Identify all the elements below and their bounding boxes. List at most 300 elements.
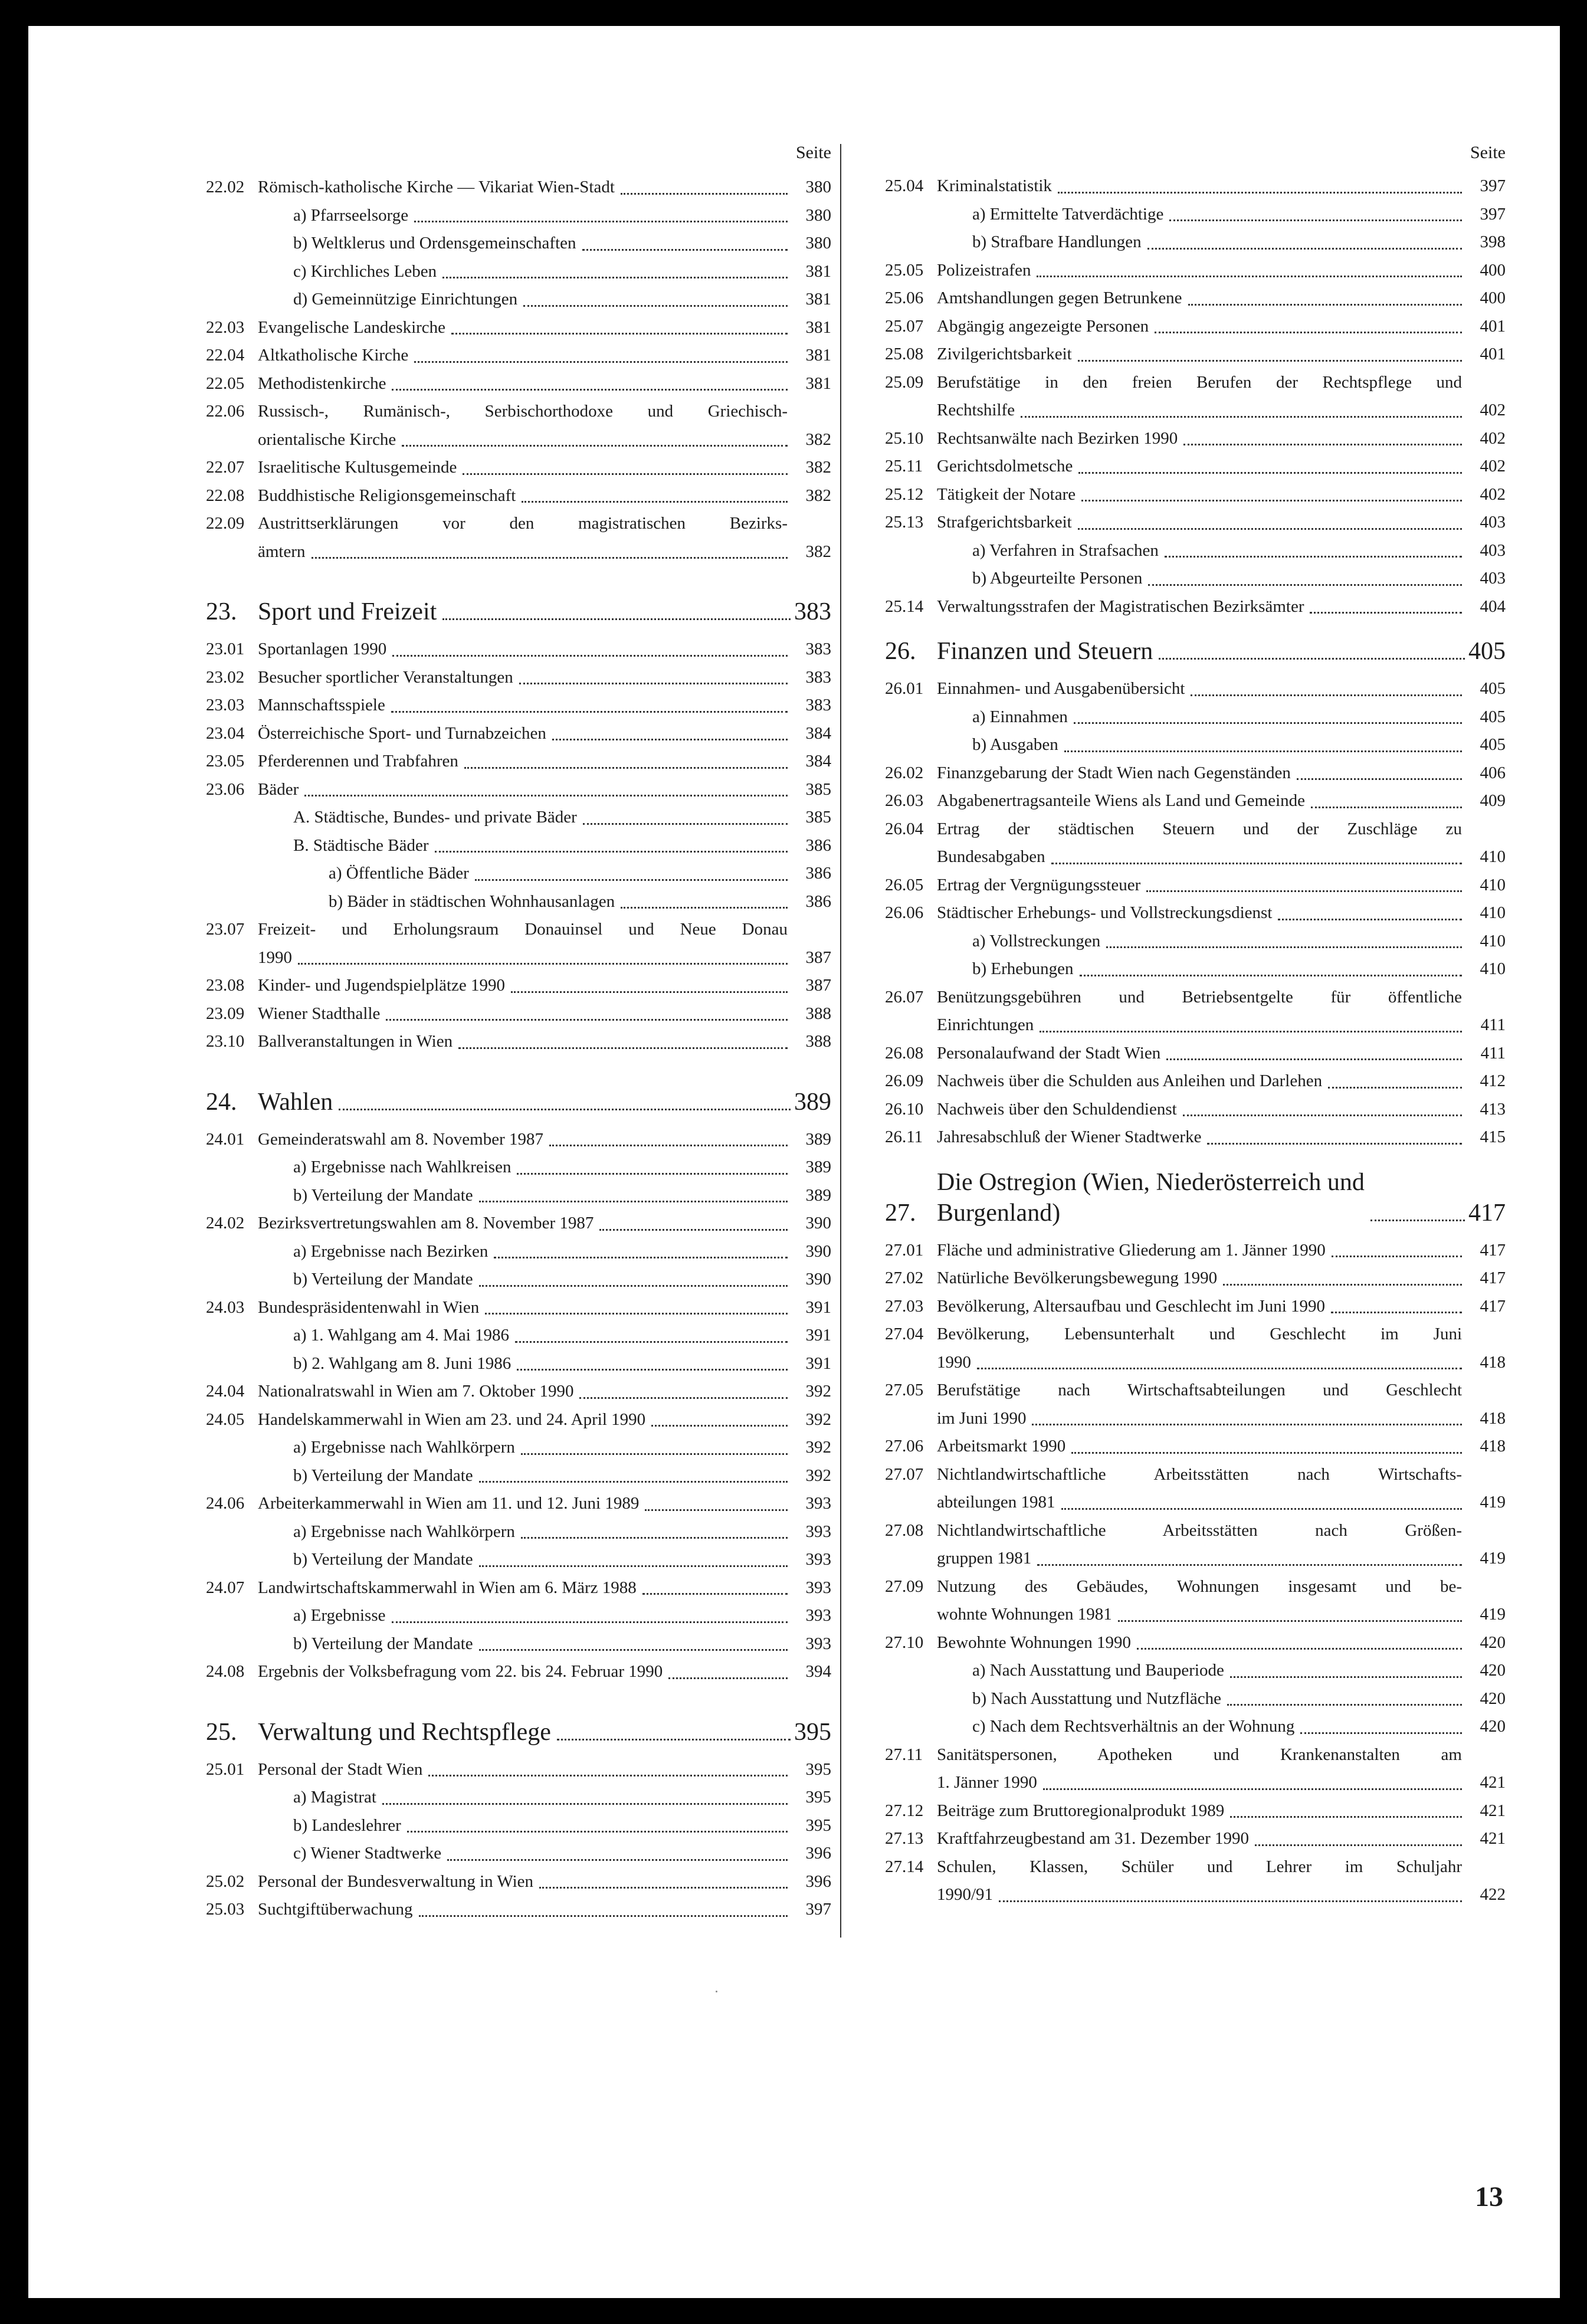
toc-entry[interactable] (885, 425, 1506, 453)
entry-number: 26.01 (885, 679, 924, 698)
entry-title: Bäder (258, 779, 299, 799)
entry-page-number: 381 (805, 373, 831, 393)
dot-leader (304, 795, 788, 796)
dot-leader (414, 361, 788, 363)
dot-leader (999, 1900, 1462, 1902)
dot-leader (479, 1481, 788, 1483)
toc-entry[interactable] (206, 1182, 831, 1210)
entry-title: d) Gemeinnützige Einrichtungen (293, 290, 518, 309)
toc-entry[interactable] (885, 815, 1506, 844)
toc-entry[interactable] (206, 1546, 831, 1574)
toc-entry[interactable] (206, 1784, 831, 1812)
toc-entry[interactable] (885, 1461, 1506, 1489)
dot-leader (1155, 332, 1462, 333)
dot-leader (1058, 192, 1462, 194)
entry-title: Israelitische Kultusgemeinde (258, 458, 457, 477)
entry-title: a) Ergebnisse nach Bezirken (293, 1241, 488, 1261)
toc-entry[interactable] (885, 284, 1506, 313)
toc-entry[interactable] (206, 1000, 831, 1028)
column-divider (840, 144, 841, 1938)
entry-title: Bewohnte Wohnungen 1990 (937, 1633, 1131, 1652)
entry-number: 26.05 (885, 875, 924, 894)
entry-title: a) Öffentliche Bäder (329, 864, 469, 883)
dot-leader (1078, 528, 1462, 530)
entry-page-number: 395 (805, 1788, 831, 1807)
toc-entry[interactable] (206, 426, 831, 454)
toc-entry[interactable] (206, 916, 831, 944)
dot-leader (402, 445, 788, 447)
toc-entry[interactable] (885, 1685, 1506, 1713)
dot-leader (599, 1229, 788, 1231)
entry-number: 25.07 (885, 316, 924, 336)
section-heading[interactable] (206, 596, 831, 631)
entry-number: 26.11 (885, 1127, 923, 1146)
entry-title: Kriminalstatistik (937, 176, 1052, 195)
entry-page-number: 410 (1480, 875, 1506, 894)
entry-number: 26.10 (885, 1099, 924, 1119)
entry-page-number: 411 (1480, 1043, 1506, 1063)
entry-page-number: 398 (1480, 232, 1506, 251)
entry-page-number: 391 (805, 1297, 831, 1317)
entry-number: 27.10 (885, 1633, 924, 1652)
entry-title: Gemeinderatswahl am 8. November 1987 (258, 1129, 543, 1149)
dot-leader (1040, 1031, 1462, 1032)
entry-title: Natürliche Bevölkerungsbewegung 1990 (937, 1268, 1218, 1287)
entry-page-number: 381 (805, 261, 831, 281)
toc-entry[interactable] (206, 1868, 831, 1896)
dot-leader (442, 277, 788, 278)
toc-entry[interactable] (206, 398, 831, 426)
entry-page-number: 402 (1480, 457, 1506, 476)
entry-title: Ertrag der städtischen Steuern und der Zuschläge zu (937, 819, 1462, 838)
dot-leader (1183, 1115, 1462, 1116)
toc-entry[interactable] (206, 1630, 831, 1658)
dot-leader (1032, 1424, 1462, 1425)
entry-page-number: 402 (1480, 401, 1506, 419)
entry-title: a) Nach Ausstattung und Bauperiode (972, 1661, 1224, 1680)
toc-entry[interactable] (206, 888, 831, 916)
toc-entry[interactable] (885, 1320, 1506, 1349)
section-heading[interactable] (206, 1087, 831, 1121)
toc-entry[interactable] (206, 1462, 831, 1490)
dot-leader (977, 1368, 1462, 1369)
dot-leader (539, 1887, 788, 1889)
toc-entry[interactable] (206, 482, 831, 510)
dot-leader (1118, 1620, 1462, 1622)
entry-number: 25.09 (885, 372, 924, 392)
toc-entry[interactable] (885, 1376, 1506, 1405)
section-heading[interactable] (885, 636, 1506, 670)
section-heading[interactable] (206, 1717, 831, 1751)
entry-number: 27.07 (885, 1464, 924, 1484)
toc-entry[interactable] (885, 843, 1506, 871)
toc-entry[interactable] (885, 1713, 1506, 1741)
entry-title: Personal der Stadt Wien (258, 1759, 423, 1779)
section-page-number: 417 (1468, 1199, 1506, 1227)
entry-page-number: 391 (805, 1353, 831, 1373)
toc-entry[interactable] (206, 1602, 831, 1630)
dot-leader (582, 249, 788, 251)
toc-entry[interactable] (885, 201, 1506, 229)
entry-page-number: 383 (805, 667, 831, 687)
entry-number: 26.02 (885, 763, 924, 782)
entry-title: Buddhistische Religionsgemeinschaft (258, 486, 516, 505)
dot-leader (1078, 472, 1462, 474)
toc-entry[interactable] (885, 1433, 1506, 1461)
entry-title: Verwaltungsstrafen der Magistratischen Bezirksämter (937, 596, 1304, 616)
toc-entry[interactable] (885, 1853, 1506, 1882)
toc-entry[interactable] (885, 731, 1506, 759)
toc-entry[interactable] (885, 1293, 1506, 1321)
entry-page-number: 417 (1480, 1268, 1506, 1287)
toc-entry[interactable] (885, 1517, 1506, 1545)
entry-number: 27.11 (885, 1745, 923, 1764)
entry-page-number: 390 (805, 1214, 831, 1233)
section-number: 27. (885, 1199, 916, 1227)
entry-page-number: 410 (1480, 931, 1506, 950)
entry-title: Nutzung des Gebäudes, Wohnungen insgesamt und be- (937, 1576, 1462, 1596)
entry-page-number: 413 (1480, 1099, 1506, 1119)
entry-title: Einnahmen- und Ausgabenübersicht (937, 679, 1185, 698)
section-page-number: 383 (794, 598, 831, 625)
entry-page-number: 409 (1480, 791, 1506, 810)
dot-leader (479, 1201, 788, 1202)
entry-page-number: 419 (1480, 1605, 1506, 1624)
entry-number: 22.09 (206, 514, 245, 533)
toc-entry[interactable] (885, 1405, 1506, 1433)
entry-title: Städtischer Erhebungs- und Vollstreckungsdienst (937, 903, 1273, 922)
dot-leader (451, 333, 788, 335)
entry-title: b) Erhebungen (972, 959, 1074, 978)
dot-leader (1037, 1564, 1462, 1566)
toc-entry[interactable] (206, 286, 831, 314)
toc-entry[interactable] (206, 258, 831, 286)
toc-entry[interactable] (206, 1209, 831, 1238)
toc-entry[interactable] (885, 1741, 1506, 1769)
dot-leader (1064, 750, 1462, 752)
section-number: 23. (206, 598, 237, 625)
entry-title: abteilungen 1981 (937, 1493, 1055, 1512)
entry-number: 23.02 (206, 667, 245, 687)
dot-leader (1051, 863, 1462, 864)
toc-entry[interactable] (206, 538, 831, 566)
dot-leader (579, 1397, 788, 1399)
toc-entry[interactable] (206, 230, 831, 258)
toc-entry[interactable] (885, 1264, 1506, 1293)
toc-entry[interactable] (206, 314, 831, 342)
toc-entry[interactable] (885, 396, 1506, 425)
toc-entry[interactable] (206, 202, 831, 230)
toc-entry[interactable] (206, 720, 831, 748)
dot-leader (1043, 1788, 1462, 1790)
dot-leader (1037, 276, 1462, 277)
toc-entry[interactable] (206, 691, 831, 720)
toc-entry[interactable] (885, 955, 1506, 984)
page-number: 13 (1475, 2181, 1503, 2212)
entry-title: B. Städtische Bäder (293, 835, 429, 855)
entry-page-number: 421 (1480, 1801, 1506, 1820)
entry-title: b) Bäder in städtischen Wohnhausanlagen (329, 891, 615, 911)
entry-page-number: 410 (1480, 847, 1506, 866)
entry-page-number: 386 (805, 835, 831, 855)
entry-title: A. Städtische, Bundes- und private Bäder (293, 808, 577, 827)
entry-page-number: 383 (805, 640, 831, 658)
toc-entry[interactable] (206, 1896, 831, 1924)
entry-title: b) Ausgaben (972, 735, 1058, 754)
entry-number: 24.05 (206, 1410, 245, 1429)
dot-leader (1370, 1220, 1465, 1221)
toc-entry[interactable] (885, 340, 1506, 369)
toc-entry[interactable] (885, 1573, 1506, 1601)
entry-number: 24.07 (206, 1578, 245, 1597)
dot-leader (1148, 584, 1462, 586)
entry-number: 24.02 (206, 1214, 245, 1233)
toc-entry[interactable] (206, 510, 831, 538)
toc-entry[interactable] (206, 972, 831, 1000)
entry-title: Kinder- und Jugendspielplätze 1990 (258, 976, 506, 995)
dot-leader (1207, 1143, 1462, 1145)
entry-page-number: 382 (805, 486, 831, 505)
dot-leader (414, 221, 788, 222)
dot-leader (651, 1425, 788, 1427)
toc-entry[interactable] (206, 748, 831, 776)
dot-leader (1169, 219, 1462, 221)
entry-page-number: 403 (1480, 569, 1506, 588)
dot-leader (494, 1257, 788, 1258)
toc-entry[interactable] (885, 1067, 1506, 1096)
dot-leader (522, 501, 788, 503)
entry-page-number: 396 (805, 1871, 831, 1891)
entry-page-number: 381 (805, 346, 831, 365)
toc-entry[interactable] (885, 1881, 1506, 1909)
toc-entry[interactable] (206, 173, 831, 202)
entry-page-number: 410 (1480, 959, 1506, 978)
entry-title: Handelskammerwahl in Wien am 23. und 24. April 1990 (258, 1410, 646, 1429)
document-page (28, 26, 1560, 2298)
toc-entry[interactable] (206, 1406, 831, 1434)
seite-heading-left: Seite (796, 143, 831, 162)
dot-leader (1332, 1256, 1462, 1257)
entry-number: 26.09 (885, 1071, 924, 1090)
dot-leader (392, 389, 788, 391)
toc-entry[interactable] (206, 1294, 831, 1322)
dot-leader (447, 1859, 788, 1861)
toc-entry[interactable] (206, 370, 831, 398)
entry-number: 24.06 (206, 1494, 245, 1513)
entry-title: b) Weltklerus und Ordensgemeinschaften (293, 234, 576, 253)
entry-number: 25.11 (885, 457, 923, 476)
entry-title: Wiener Stadthalle (258, 1004, 381, 1023)
section-heading[interactable] (885, 1167, 1506, 1232)
entry-page-number: 406 (1480, 763, 1506, 782)
entry-title: Nachweis über die Schulden aus Anleihen und Darlehen (937, 1071, 1323, 1090)
toc-entry[interactable] (885, 1349, 1506, 1377)
entry-page-number: 397 (1480, 204, 1506, 224)
toc-entry[interactable] (885, 1629, 1506, 1657)
seite-heading-right: Seite (1470, 143, 1506, 162)
toc-entry[interactable] (885, 1123, 1506, 1152)
toc-entry[interactable] (885, 481, 1506, 509)
dot-leader (1147, 248, 1462, 250)
entry-number: 23.07 (206, 920, 245, 939)
toc-entry[interactable] (206, 1028, 831, 1056)
entry-title: im Juni 1990 (937, 1408, 1027, 1428)
toc-entry[interactable] (206, 1266, 831, 1294)
entry-title: b) Verteilung der Mandate (293, 1550, 473, 1569)
entry-page-number: 392 (805, 1466, 831, 1485)
toc-entry[interactable] (885, 228, 1506, 257)
dot-leader (1078, 360, 1462, 362)
section-number: 26. (885, 638, 916, 665)
toc-entry[interactable] (206, 1812, 831, 1840)
toc-entry[interactable] (885, 871, 1506, 900)
toc-entry[interactable] (885, 927, 1506, 956)
toc-entry[interactable] (206, 1350, 831, 1378)
section-page-number: 395 (794, 1718, 831, 1746)
dot-leader (621, 193, 788, 195)
entry-number: 23.08 (206, 976, 245, 995)
toc-entry[interactable] (206, 944, 831, 972)
toc-entry[interactable] (206, 1756, 831, 1784)
toc-entry[interactable] (885, 984, 1506, 1012)
entry-title: ämtern (258, 542, 306, 561)
toc-entry[interactable] (885, 1096, 1506, 1124)
toc-entry[interactable] (885, 509, 1506, 537)
toc-entry[interactable] (206, 860, 831, 888)
section-title: Die Ostregion (Wien, Niederösterreich und Burgenland) (937, 1168, 1365, 1227)
toc-entry[interactable] (885, 1237, 1506, 1265)
entry-title: 1990/91 (937, 1885, 993, 1904)
entry-page-number: 381 (805, 290, 831, 309)
entry-number: 22.04 (206, 346, 245, 365)
toc-entry[interactable] (206, 664, 831, 692)
entry-number: 22.03 (206, 317, 245, 337)
toc-entry[interactable] (885, 759, 1506, 788)
toc-entry[interactable] (206, 776, 831, 804)
toc-entry[interactable] (885, 703, 1506, 732)
entry-page-number: 402 (1480, 428, 1506, 448)
toc-entry[interactable] (206, 1658, 831, 1686)
entry-number: 26.06 (885, 903, 924, 922)
entry-page-number: 384 (805, 723, 831, 743)
dot-leader (645, 1509, 788, 1511)
entry-title: Zivilgerichtsbarkeit (937, 345, 1072, 363)
toc-entry[interactable] (206, 804, 831, 832)
dot-leader (583, 823, 788, 825)
entry-page-number: 383 (805, 696, 831, 714)
entry-number: 24.03 (206, 1297, 245, 1317)
toc-entry[interactable] (206, 1518, 831, 1546)
toc-entry[interactable] (206, 1434, 831, 1462)
entry-page-number: 404 (1480, 596, 1506, 616)
toc-entry[interactable] (885, 1545, 1506, 1573)
toc-entry[interactable] (885, 675, 1506, 703)
dot-leader (463, 473, 788, 475)
toc-entry[interactable] (206, 1574, 831, 1602)
toc-entry[interactable] (206, 1322, 831, 1350)
toc-entry[interactable] (885, 313, 1506, 341)
toc-entry[interactable] (885, 1040, 1506, 1068)
entry-number: 27.13 (885, 1829, 924, 1848)
entry-page-number: 421 (1480, 1829, 1506, 1848)
entry-page-number: 390 (805, 1241, 831, 1261)
toc-entry[interactable] (885, 1011, 1506, 1040)
toc-entry[interactable] (206, 1840, 831, 1868)
section-number: 24. (206, 1088, 237, 1116)
entry-title: Arbeiterkammerwahl in Wien am 11. und 12. Juni 1989 (258, 1494, 640, 1513)
toc-entry[interactable] (885, 565, 1506, 593)
toc-entry[interactable] (885, 1797, 1506, 1825)
entry-number: 27.14 (885, 1857, 924, 1876)
dot-leader (1230, 1676, 1462, 1678)
toc-entry[interactable] (885, 787, 1506, 815)
toc-entry[interactable] (885, 257, 1506, 285)
toc-entry[interactable] (885, 593, 1506, 621)
entry-page-number: 419 (1480, 1549, 1506, 1568)
toc-entry[interactable] (885, 1601, 1506, 1629)
dot-leader (339, 1109, 791, 1110)
dot-leader (1310, 612, 1462, 614)
toc-entry[interactable] (206, 1490, 831, 1518)
entry-title: Finanzgebarung der Stadt Wien nach Gegenständen (937, 763, 1291, 782)
dot-leader (386, 1019, 788, 1021)
toc-entry[interactable] (206, 454, 831, 482)
entry-page-number: 394 (805, 1662, 831, 1681)
entry-title: a) 1. Wahlgang am 4. Mai 1986 (293, 1326, 509, 1345)
toc-entry[interactable] (206, 1238, 831, 1266)
toc-entry[interactable] (206, 635, 831, 664)
dot-leader (557, 1739, 791, 1740)
entry-title: Polizeistrafen (937, 260, 1031, 280)
entry-title: Bundesabgaben (937, 847, 1045, 866)
toc-entry[interactable] (206, 1378, 831, 1406)
toc-entry[interactable] (206, 1153, 831, 1182)
entry-page-number: 393 (805, 1494, 831, 1513)
toc-entry[interactable] (885, 172, 1506, 201)
entry-page-number: 411 (1480, 1015, 1506, 1034)
toc-entry[interactable] (885, 1489, 1506, 1517)
toc-entry[interactable] (885, 369, 1506, 397)
entry-title: Österreichische Sport- und Turnabzeichen (258, 723, 546, 743)
entry-page-number: 417 (1480, 1296, 1506, 1316)
toc-entry[interactable] (885, 899, 1506, 927)
dot-leader (552, 739, 788, 740)
dot-leader (479, 1285, 788, 1287)
dot-leader (419, 1915, 788, 1917)
dot-leader (428, 1775, 788, 1776)
toc-entry[interactable] (885, 453, 1506, 481)
toc-entry[interactable] (885, 1657, 1506, 1685)
dot-leader (1278, 919, 1462, 920)
section-page-number: 389 (794, 1088, 831, 1116)
toc-entry[interactable] (885, 537, 1506, 565)
entry-title: Strafgerichtsbarkeit (937, 513, 1072, 532)
section-title: Sport und Freizeit (258, 598, 437, 625)
dot-leader (1191, 694, 1462, 696)
toc-entry[interactable] (885, 1769, 1506, 1797)
entry-title: Benützungsgebühren und Betriebsentgelte für öffentliche (937, 987, 1462, 1007)
entry-title: Pferderennen und Trabfahren (258, 752, 458, 771)
entry-number: 25.05 (885, 260, 924, 280)
toc-entry[interactable] (206, 832, 831, 860)
entry-title: Beiträge zum Bruttoregionalprodukt 1989 (937, 1801, 1225, 1820)
toc-entry[interactable] (885, 1825, 1506, 1853)
dot-leader (1223, 1284, 1462, 1286)
dot-leader (382, 1803, 788, 1805)
toc-entry[interactable] (206, 342, 831, 370)
toc-entry[interactable] (206, 1126, 831, 1154)
dot-leader (1146, 890, 1462, 892)
